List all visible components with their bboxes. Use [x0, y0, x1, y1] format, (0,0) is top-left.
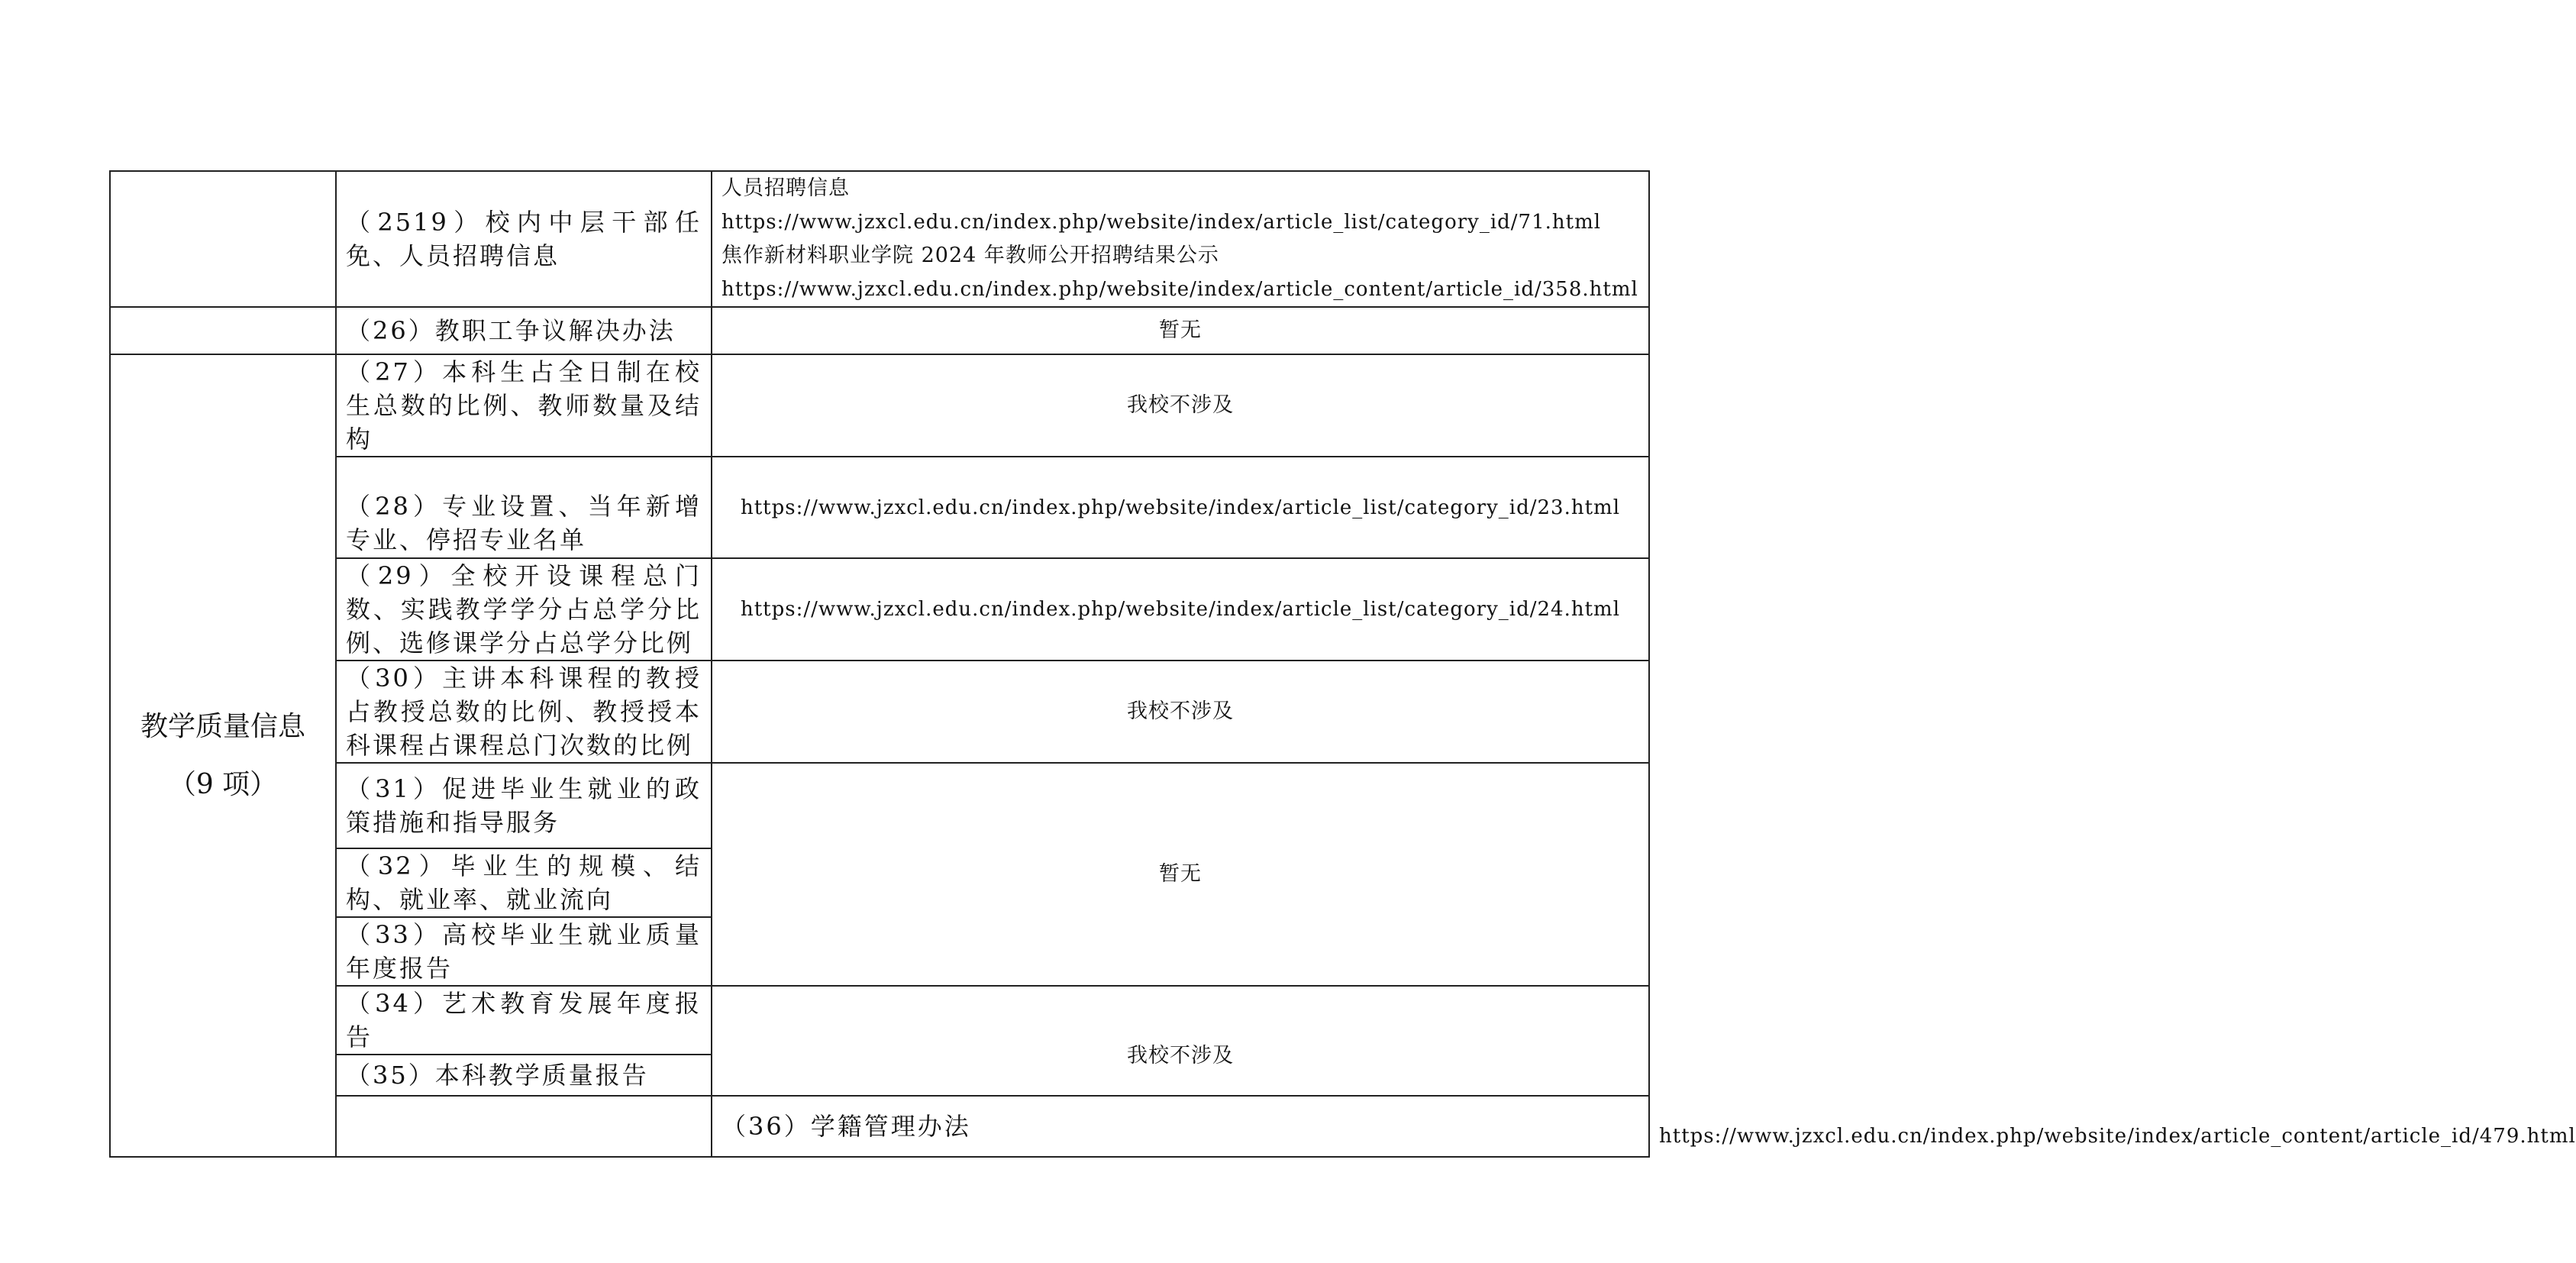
- item-cell: （31）促进毕业生就业的政策措施和指导服务: [336, 763, 712, 848]
- item-cell: （35）本科教学质量报告: [336, 1055, 712, 1096]
- content-link[interactable]: https://www.jzxcl.edu.cn/index.php/website/index/article_content/article_id/358.html: [721, 278, 1638, 301]
- category-cell-empty: [336, 1096, 712, 1157]
- table-row: [110, 307, 1649, 354]
- table-row: [110, 763, 1649, 848]
- item-cell: （26）教职工争议解决办法: [336, 307, 712, 354]
- category-title: 教学质量信息: [140, 710, 305, 742]
- content-cell: 我校不涉及: [712, 354, 1649, 457]
- item-cell: （2519）校内中层干部任免、人员招聘信息: [336, 171, 712, 307]
- content-cell: [712, 171, 1649, 307]
- table-row: [110, 661, 1649, 763]
- content-text: 焦作新材料职业学院 2024 年教师公开招聘结果公示: [721, 244, 1219, 267]
- item-cell: （27）本科生占全日制在校生总数的比例、教师数量及结构: [336, 354, 712, 457]
- item-cell: （30）主讲本科课程的教授占教授总数的比例、教授授本科课程占课程总门次数的比例: [336, 661, 712, 763]
- content-cell: 暂无: [712, 763, 1649, 986]
- category-cell: [110, 354, 336, 1157]
- content-link[interactable]: https://www.jzxcl.edu.cn/index.php/website/index/article_list/category_id/24.html: [712, 558, 1649, 661]
- table-row: [110, 171, 1649, 307]
- item-cell: （36）学籍管理办法: [712, 1096, 1649, 1157]
- table-row: [110, 457, 1649, 558]
- item-cell: （34）艺术教育发展年度报告: [336, 986, 712, 1055]
- category-cell-empty: [110, 307, 336, 354]
- category-cell-empty: [110, 171, 336, 307]
- content-cell: 暂无: [712, 307, 1649, 354]
- content-link[interactable]: https://www.jzxcl.edu.cn/index.php/website/index/article_list/category_id/23.html: [712, 457, 1649, 558]
- table-row: [110, 986, 1649, 1055]
- item-cell: （28）专业设置、当年新增专业、停招专业名单: [336, 457, 712, 558]
- item-cell: （33）高校毕业生就业质量年度报告: [336, 917, 712, 986]
- content-text: 人员招聘信息: [721, 176, 850, 200]
- table-row: [110, 354, 1649, 457]
- item-cell: （32）毕业生的规模、结构、就业率、就业流向: [336, 848, 712, 917]
- category-count: （9 项）: [168, 768, 278, 800]
- content-cell: 我校不涉及: [712, 986, 1649, 1096]
- item-cell: （29）全校开设课程总门数、实践教学学分占总学分比例、选修课学分占总学分比例: [336, 558, 712, 661]
- content-link[interactable]: https://www.jzxcl.edu.cn/index.php/website/index/article_list/category_id/71.html: [721, 211, 1602, 234]
- table-row: [110, 558, 1649, 661]
- content-cell: 我校不涉及: [712, 661, 1649, 763]
- table-row: （36）学籍管理办法 https://www.jzxcl.edu.cn/index.php/website/index/article_content/article_id/479.html: [110, 1096, 1649, 1157]
- disclosure-table: [109, 170, 2576, 1158]
